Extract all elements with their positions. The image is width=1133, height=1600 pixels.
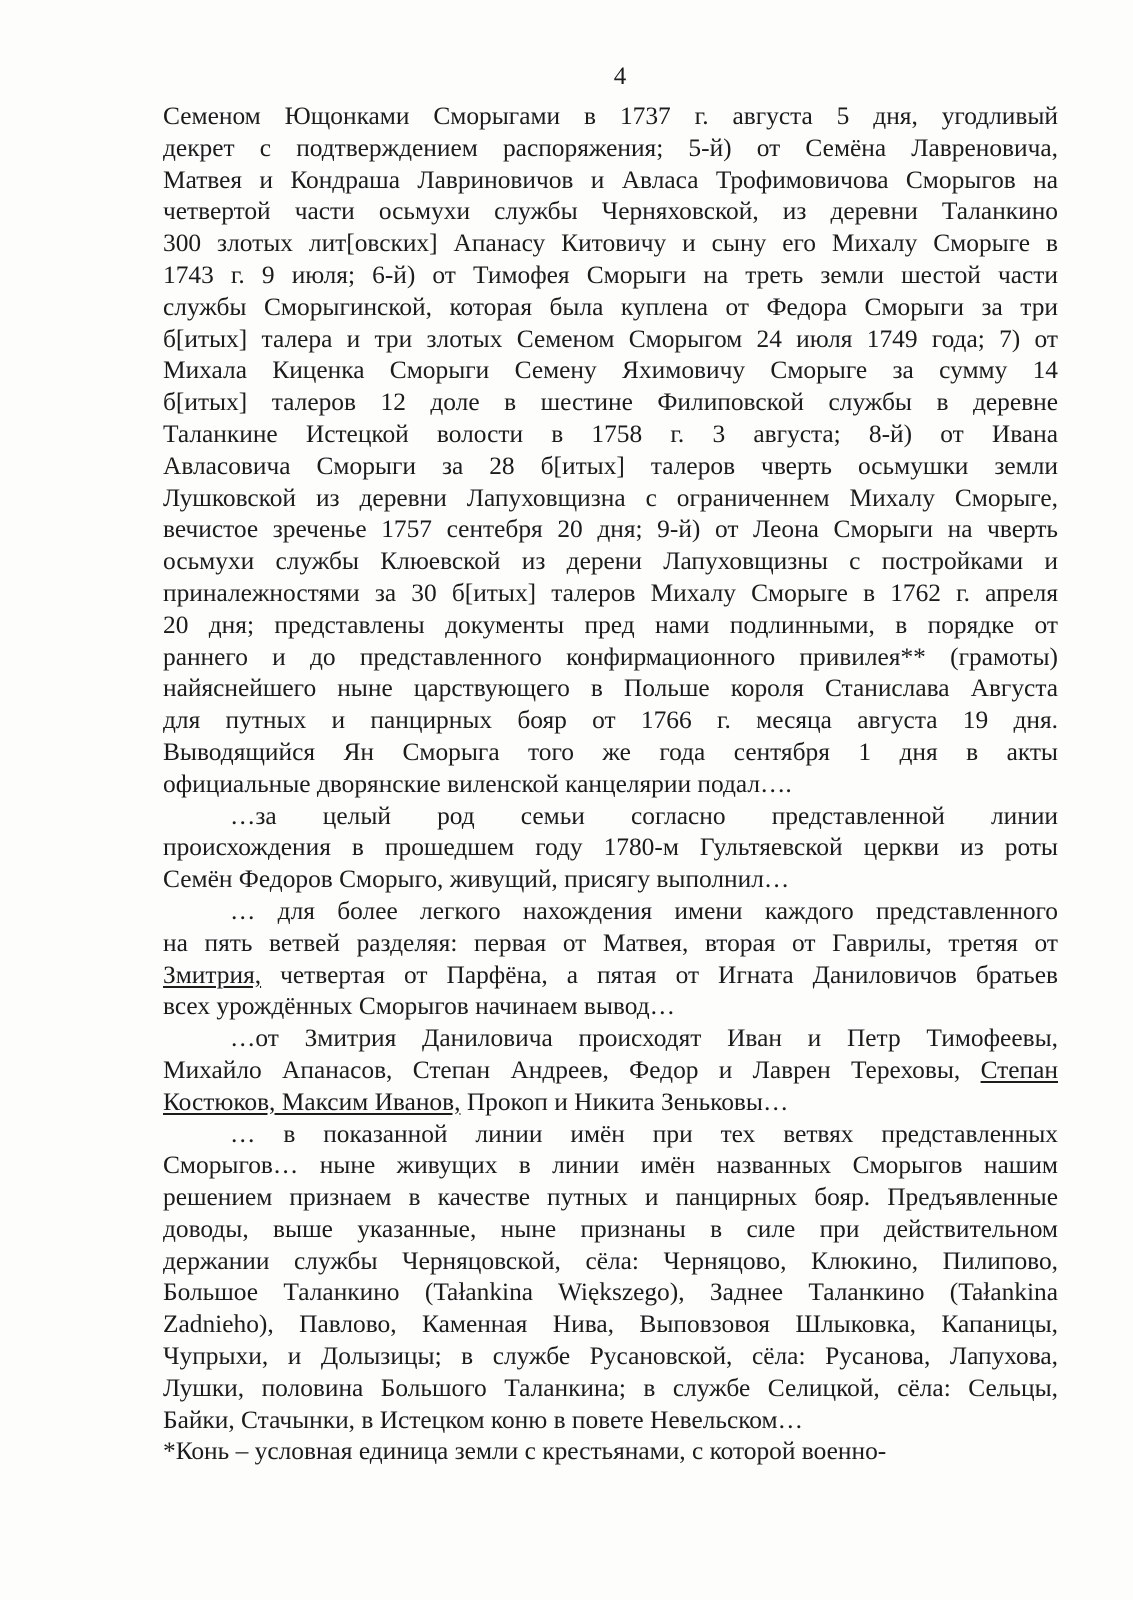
text-segment: 1743 г. 9 июля; 6-й) от Тимофея Сморыги на треть земли шестой части: [163, 260, 1058, 289]
text-line: [163, 419, 1058, 451]
text-line: [163, 896, 1058, 928]
text-segment: осьмухи службы Клюевской из дерени Лапуховщизны с постройками и: [163, 547, 1058, 576]
text-line: [163, 1246, 1058, 1278]
text-segment: раннего и до представленного конфирмационного привилея** (грамоты): [163, 642, 1058, 671]
text-segment: Матвея и Кондраша Лавриновичов и Авласа Трофимовичова Сморыгов на: [163, 165, 1058, 194]
text-line: [163, 1341, 1058, 1373]
text-segment: на пять ветвей разделяя: первая от Матвея, вторая от Гаврилы, третяя от: [163, 928, 1058, 957]
text-line: [163, 1150, 1058, 1182]
text-segment: Михайло Апанасов, Степан Андреев, Федор и Лаврен Тереховы,: [163, 1055, 981, 1084]
text-segment: Zadnieho), Павлово, Каменная Нива, Выповзовоя Шлыковка, Капаницы,: [163, 1310, 1058, 1339]
text-line: [163, 578, 1058, 610]
text-segment: доводы, выше указанные, ныне признаны в силе при действительном: [163, 1214, 1058, 1243]
text-segment: Михала Киценка Сморыги Семену Яхимовичу Сморыге за сумму 14: [163, 356, 1058, 385]
text-segment: Сморыгов… ныне живущих в линии имён названных Сморыгов нашим: [163, 1151, 1058, 1180]
text-line: [163, 355, 1058, 387]
text-segment: 20 дня; представлены документы пред нами подлинными, в порядке от: [163, 610, 1058, 639]
underlined-text: Змитрия,: [163, 960, 262, 989]
text-line: [163, 832, 1058, 864]
text-line: [163, 991, 1058, 1023]
page-number: 4: [613, 63, 627, 90]
underlined-text: Степан: [980, 1055, 1058, 1084]
text-line: [163, 1405, 1058, 1437]
text-line: [163, 228, 1058, 260]
text-line: [163, 292, 1058, 324]
text-segment: четвертая от Парфёна, а пятая от Игната Даниловичов братьев: [261, 960, 1058, 989]
text-line: [163, 1214, 1058, 1246]
text-line: [163, 165, 1058, 197]
text-line: [163, 1309, 1058, 1341]
text-segment: Байки, Стачынки, в Истецком коню в повете Невельском…: [163, 1405, 803, 1434]
text-line: [163, 483, 1058, 515]
text-segment: … в показанной линии имён при тех ветвях представленных: [230, 1119, 1058, 1148]
text-line: [163, 705, 1058, 737]
text-line: [163, 1436, 1058, 1468]
text-segment: найяснейшего ныне царствующего в Польше короля Станислава Августа: [163, 674, 1058, 703]
text-segment: Таланкине Истецкой волости в 1758 г. 3 августа; 8-й) от Ивана: [163, 419, 1058, 448]
text-segment: Семеном Ющонками Сморыгами в 1737 г. августа 5 дня, угодливый: [163, 102, 1058, 130]
text-segment: официальные дворянские виленской канцелярии подал….: [163, 769, 792, 798]
text-line: [163, 737, 1058, 769]
text-line: [163, 1182, 1058, 1214]
text-line: [163, 610, 1058, 642]
text-segment: четвертой части осьмухи службы Черняховской, из деревни Таланкино: [163, 197, 1058, 226]
text-line: [163, 324, 1058, 356]
text-line: [163, 769, 1058, 801]
text-segment: …от Змитрия Даниловича происходят Иван и Петр Тимофеевы,: [230, 1024, 1058, 1053]
text-line: [163, 1087, 1058, 1119]
body-text: [163, 101, 1058, 1468]
text-line: [163, 514, 1058, 546]
text-segment: Большое Таланкино (Tałankina Większego), Заднее Таланкино (Tałankina: [163, 1278, 1058, 1307]
text-segment: происхождения в прошедшем году 1780-м Гультяевской церкви из роты: [163, 833, 1058, 862]
text-line: [163, 260, 1058, 292]
text-line: [163, 673, 1058, 705]
text-segment: для путных и панцирных бояр от 1766 г. месяца августа 19 дня.: [163, 706, 1058, 735]
text-segment: Лушки, половина Большого Таланкина; в службе Селицкой, сёла: Сельцы,: [163, 1373, 1058, 1402]
text-segment: Лушковской из деревни Лапуховщизна с ограниченнем Михалу Сморыге,: [163, 483, 1058, 512]
text-segment: всех урождённых Сморыгов начинаем вывод…: [163, 992, 676, 1021]
text-segment: держании службы Черняцовской, сёла: Черняцово, Клюкино, Пилипово,: [163, 1246, 1058, 1275]
text-line: [163, 196, 1058, 228]
text-line: [163, 928, 1058, 960]
text-segment: вечистое зреченье 1757 сентебря 20 дня; 9-й) от Леона Сморыги на чверть: [163, 515, 1058, 544]
text-line: [163, 801, 1058, 833]
text-segment: приналежностями за 30 б[итых] талеров Михалу Сморыге в 1762 г. апреля: [163, 578, 1058, 607]
text-line: [163, 642, 1058, 674]
text-line: [163, 1055, 1058, 1087]
text-segment: …за целый род семьи согласно представленной линии: [230, 801, 1058, 830]
underlined-text: Костюков, Максим Иванов,: [163, 1087, 461, 1116]
text-segment: Семён Федоров Сморыго, живущий, присягу выполнил…: [163, 865, 790, 894]
text-segment: *Конь – условная единица земли с крестьянами, с которой военно-: [163, 1437, 887, 1466]
text-segment: службы Сморыгинской, которая была куплена от Федора Сморыги за три: [163, 292, 1058, 321]
text-segment: Выводящийся Ян Сморыга того же года сентября 1 дня в акты: [163, 737, 1058, 766]
text-segment: б[итых] талеров 12 доле в шестине Филиповской службы в деревне: [163, 388, 1058, 417]
text-segment: Авласовича Сморыги за 28 б[итых] талеров чверть осьмушки земли: [163, 451, 1058, 480]
text-segment: Прокоп и Никита Зеньковы…: [460, 1087, 789, 1116]
text-line: [163, 387, 1058, 419]
text-line: [163, 451, 1058, 483]
text-line: [163, 1373, 1058, 1405]
text-line: [163, 960, 1058, 992]
text-line: [163, 1277, 1058, 1309]
text-segment: Чупрыхи, и Долызицы; в службе Русановской, сёла: Русанова, Лапухова,: [163, 1342, 1058, 1371]
text-segment: решением признаем в качестве путных и панцирных бояр. Предъявленные: [163, 1183, 1058, 1212]
text-line: [163, 1119, 1058, 1151]
text-segment: … для более легкого нахождения имени каждого представленного: [230, 896, 1058, 925]
text-line: [163, 133, 1058, 165]
text-segment: б[итых] талера и три злотых Семеном Сморыгом 24 июля 1749 года; 7) от: [163, 324, 1058, 353]
text-segment: декрет с подтверждением распоряжения; 5-й) от Семёна Лавреновича,: [163, 133, 1058, 162]
text-line: [163, 1023, 1058, 1055]
text-line: [163, 101, 1058, 133]
text-line: [163, 864, 1058, 896]
text-segment: 300 злотых лит[овских] Апанасу Китовичу и сыну его Михалу Сморыге в: [163, 229, 1058, 258]
text-line: [163, 546, 1058, 578]
